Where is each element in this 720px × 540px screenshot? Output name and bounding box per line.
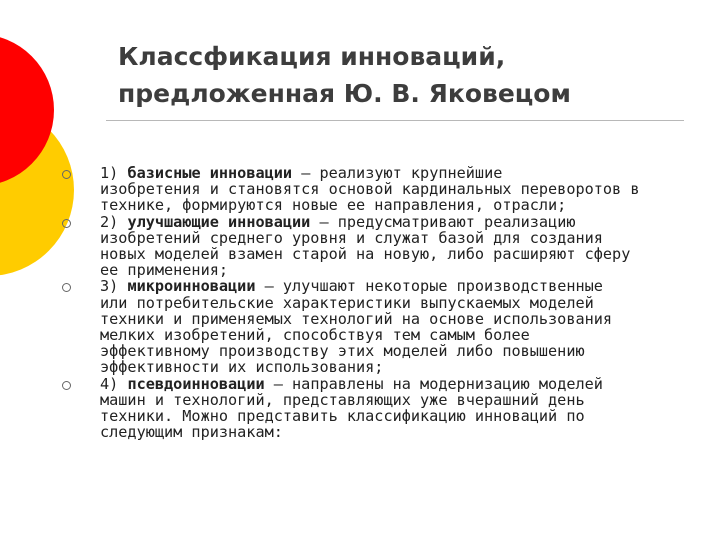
- item-first-line: [100, 376, 712, 392]
- innovation-list: [62, 165, 712, 440]
- item-number: 3): [100, 277, 119, 296]
- list-item-pseudo: [62, 376, 712, 441]
- item-text-line: эффективному производству этих моделей либо повышению: [100, 342, 585, 361]
- list-item-improving: [62, 214, 712, 279]
- item-text-line: техники. Можно представить классификацию инноваций по: [100, 407, 585, 426]
- item-definition-start: – реализуют крупнейшие: [292, 164, 503, 182]
- title-line: предложенная Ю. В. Яковецом: [118, 79, 571, 108]
- item-number: 4): [100, 374, 119, 393]
- item-definition-start: – улучшают некоторые производственные: [255, 277, 603, 296]
- item-first-line: [100, 214, 712, 230]
- bullet-icon: [62, 283, 71, 292]
- item-text-line: ее применения;: [100, 261, 229, 280]
- item-first-line: [100, 278, 712, 294]
- item-text-line: или потребительские характеристики выпускаемых моделей: [100, 293, 594, 312]
- list-item-basic: [62, 165, 712, 214]
- item-text-line: эффективности их использования;: [100, 358, 384, 377]
- item-text-line: технике, формируются новые ее направления, отрасли;: [100, 196, 567, 215]
- item-number: 2): [100, 212, 119, 231]
- item-number: 1): [100, 164, 119, 182]
- item-term: базисные инновации: [127, 164, 293, 182]
- title-divider: [106, 120, 684, 121]
- slide-title: [118, 38, 698, 112]
- item-first-line: [100, 165, 712, 181]
- item-definition-start: – направлены на модернизацию моделей: [264, 374, 603, 393]
- item-text-line: новых моделей взамен старой на новую, либо расширяют сферу: [100, 245, 631, 264]
- bullet-icon: [62, 219, 71, 228]
- bullet-icon: [62, 170, 71, 179]
- item-text-line: машин и технологий, представляющих уже вчерашний день: [100, 390, 585, 409]
- item-text-line: следующим признакам:: [100, 423, 283, 442]
- item-term: улучшающие инновации: [127, 212, 311, 231]
- item-definition-start: – предусматривают реализацию: [310, 212, 576, 231]
- title-line: Классфикация инноваций,: [118, 42, 506, 71]
- item-term: микроинновации: [127, 277, 256, 296]
- item-text-line: мелких изобретений, способствуя тем самым более: [100, 326, 530, 345]
- list-item-micro: [62, 278, 712, 375]
- item-text-line: изобретений среднего уровня и служат базой для создания: [100, 228, 603, 247]
- bullet-icon: [62, 381, 71, 390]
- item-term: псевдоинновации: [127, 374, 265, 393]
- item-text-line: техники и применяемых технологий на основе использования: [100, 309, 613, 328]
- item-text-line: изобретения и становятся основой кардинальных переворотов в: [100, 180, 640, 199]
